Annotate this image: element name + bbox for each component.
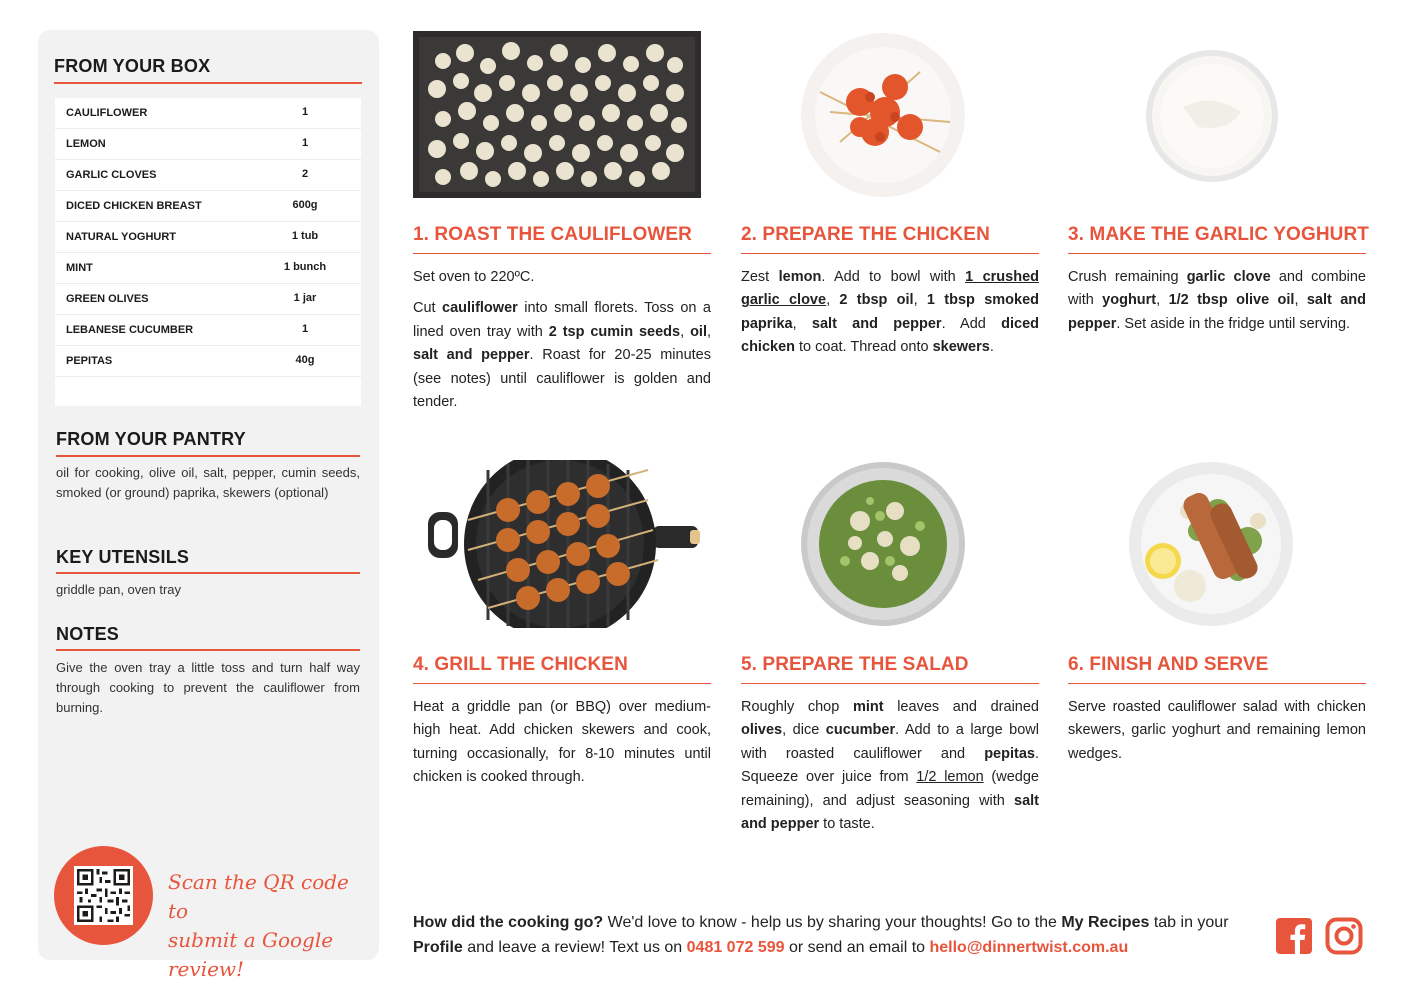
step-4-divider bbox=[413, 683, 711, 684]
ingredients-sidebar bbox=[38, 30, 379, 981]
step-1-paragraph: Set oven to 220ºC. bbox=[413, 269, 535, 285]
table-row bbox=[55, 129, 361, 160]
heading-divider bbox=[56, 649, 360, 651]
step-5-title: 5. PREPARE THE SALAD bbox=[741, 654, 969, 675]
step-5-paragraph: Roughly chop mint leaves and drained olives, dice cucumber. Add to a large bowl with roasted cauliflower and pepitas. Squeeze over juice from 1/2 lemon (wedge remaining), and adjust seasoning with salt and pepper to taste. bbox=[741, 699, 1039, 833]
utensils-text: griddle pan, oven tray bbox=[56, 582, 182, 597]
box-ingredients-table bbox=[55, 98, 361, 406]
ingredient-name: LEBANESE CUCUMBER bbox=[66, 324, 194, 336]
step-2-paragraph: Zest lemon. Add to bowl with 1 crushed garlic clove, 2 tbsp oil, 1 tbsp smoked paprika, salt and pepper. Add diced chicken to coat. Thread onto skewers. bbox=[741, 269, 1040, 356]
ingredient-qty: 1 jar bbox=[293, 292, 317, 304]
ingredient-qty: 1 bbox=[301, 106, 309, 118]
heading-divider bbox=[54, 82, 362, 84]
table-row bbox=[55, 284, 361, 315]
step-4-photo bbox=[428, 460, 702, 628]
heading-divider bbox=[56, 455, 360, 457]
table-row bbox=[55, 222, 361, 253]
ingredient-qty: 1 bunch bbox=[283, 261, 327, 273]
notes-heading: NOTES bbox=[56, 624, 120, 644]
qr-badge[interactable] bbox=[54, 846, 153, 945]
table-row bbox=[55, 191, 361, 222]
instagram-icon[interactable] bbox=[1325, 917, 1363, 955]
step-1-text bbox=[413, 266, 711, 422]
phone-link[interactable]: 0481 072 599 bbox=[686, 939, 785, 956]
ingredient-qty: 40g bbox=[295, 354, 315, 366]
qr-code-icon[interactable] bbox=[74, 866, 133, 925]
ingredient-qty: 1 tub bbox=[291, 230, 319, 242]
step-6-title: 6. FINISH AND SERVE bbox=[1068, 654, 1269, 675]
ingredient-name: DICED CHICKEN BREAST bbox=[66, 200, 202, 212]
step-5-divider bbox=[741, 683, 1039, 684]
table-row bbox=[55, 315, 361, 346]
step-6-text bbox=[1068, 696, 1366, 774]
notes-text: Give the oven tray a little toss and turn half way through cooking to prevent the cauliflower from burning. bbox=[56, 660, 360, 715]
step-2-title: 2. PREPARE THE CHICKEN bbox=[741, 224, 990, 245]
qr-caption-line-1: Scan the QR code to bbox=[168, 870, 349, 923]
step-3-paragraph: Crush remaining garlic clove and combine with yoghurt, 1/2 tbsp olive oil, salt and pepper. Set aside in the fridge until serving. bbox=[1068, 269, 1367, 332]
ingredient-name: NATURAL YOGHURT bbox=[66, 231, 176, 243]
step-5-photo bbox=[800, 461, 966, 627]
pantry-text: oil for cooking, olive oil, salt, pepper, cumin seeds, smoked (or ground) paprika, skewers (optional) bbox=[56, 465, 360, 500]
ingredient-name: GARLIC CLOVES bbox=[66, 169, 157, 181]
step-6-paragraph: Serve roasted cauliflower salad with chicken skewers, garlic yoghurt and remaining lemon wedges. bbox=[1068, 699, 1366, 762]
key-utensils-heading: KEY UTENSILS bbox=[56, 547, 190, 567]
step-3-title: 3. MAKE THE GARLIC YOGHURT bbox=[1068, 224, 1369, 245]
from-your-pantry-heading: FROM YOUR PANTRY bbox=[56, 429, 246, 449]
step-3-photo bbox=[1128, 32, 1294, 198]
qr-caption bbox=[168, 868, 368, 984]
ingredient-name: GREEN OLIVES bbox=[66, 293, 149, 305]
step-1-paragraph: Cut cauliflower into small florets. Toss on a lined oven tray with 2 tsp cumin seeds, oil, salt and pepper. Roast for 20-25 minutes (see notes) until cauliflower is golden and tender. bbox=[413, 300, 712, 411]
step-4-text bbox=[413, 696, 711, 798]
step-6-divider bbox=[1068, 683, 1366, 684]
ingredient-name: PEPITAS bbox=[66, 355, 113, 367]
step-1-divider bbox=[413, 253, 711, 254]
step-6-photo bbox=[1128, 461, 1294, 627]
table-row bbox=[55, 346, 361, 377]
email-link[interactable]: hello@dinnertwist.com.au bbox=[929, 939, 1129, 956]
step-2-divider bbox=[741, 253, 1039, 254]
table-row bbox=[55, 160, 361, 191]
ingredient-qty: 1 bbox=[301, 323, 309, 335]
facebook-icon[interactable] bbox=[1275, 917, 1313, 955]
ingredient-name: LEMON bbox=[66, 138, 106, 150]
step-2-photo bbox=[800, 32, 966, 198]
ingredient-qty: 2 bbox=[301, 168, 309, 180]
review-footer: How did the cooking go? We'd love to know - help us by sharing your thoughts! Go to the My Recipes tab in your Profile and leave a review! Text us on 0481 072 599 or send an email to hello@dinnertwist.com.au bbox=[413, 914, 1229, 956]
step-5-text bbox=[741, 696, 1039, 844]
ingredient-qty: 1 bbox=[301, 137, 309, 149]
step-4-title: 4. GRILL THE CHICKEN bbox=[413, 654, 628, 675]
step-3-divider bbox=[1068, 253, 1366, 254]
step-3-text bbox=[1068, 266, 1366, 344]
table-row bbox=[55, 253, 361, 284]
heading-divider bbox=[56, 572, 360, 574]
step-2-text bbox=[741, 266, 1039, 368]
qr-caption-line-2: submit a Google review! bbox=[168, 928, 334, 981]
ingredient-qty: 600g bbox=[292, 199, 318, 211]
ingredient-name: MINT bbox=[66, 262, 93, 274]
step-1-title: 1. ROAST THE CAULIFLOWER bbox=[413, 224, 692, 245]
step-1-photo bbox=[413, 31, 701, 198]
ingredient-name: CAULIFLOWER bbox=[66, 107, 148, 119]
step-4-paragraph: Heat a griddle pan (or BBQ) over medium-high heat. Add chicken skewers and cook, turning occasionally, for 8-10 minutes until chicken is cooked through. bbox=[413, 699, 711, 786]
table-row bbox=[55, 98, 361, 129]
from-your-box-heading: FROM YOUR BOX bbox=[54, 56, 211, 76]
